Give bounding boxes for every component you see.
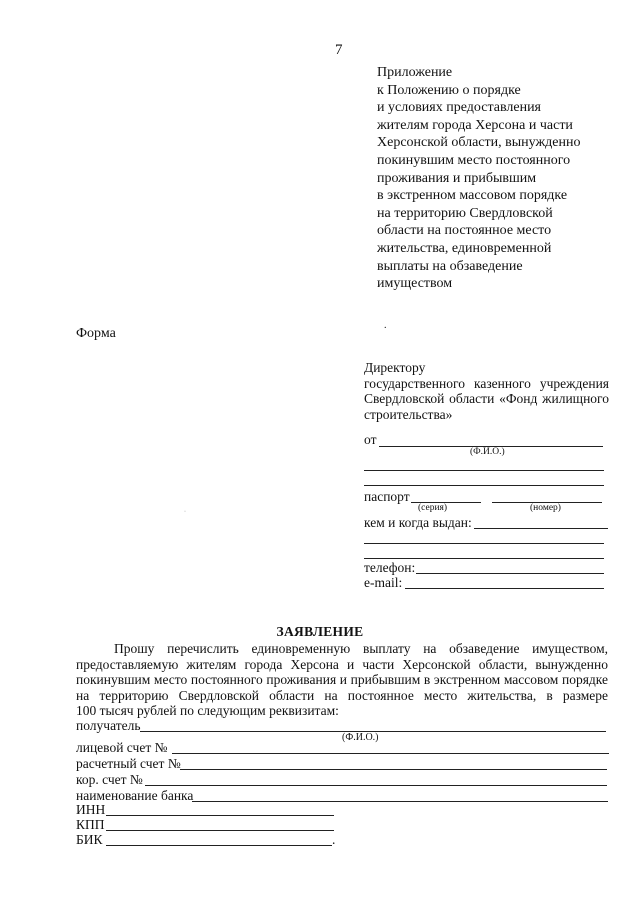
phone-field[interactable] — [416, 573, 604, 574]
phone-label: телефон: — [364, 560, 416, 575]
corr-account-label: кор. счет № — [76, 772, 143, 787]
form-label: Форма — [76, 326, 116, 341]
number-caption: (номер) — [530, 503, 561, 513]
statement-line: покинувшим место постоянного проживания и прибывшим в экстренном массовом порядке — [76, 672, 608, 687]
addressee-line: Директору — [364, 360, 426, 375]
statement-title: ЗАЯВЛЕНИЕ — [276, 624, 364, 639]
appendix-block — [377, 64, 580, 293]
appendix-line: жителям города Херсона и части — [377, 117, 573, 133]
kpp-field[interactable] — [106, 830, 334, 831]
corr-account-field[interactable] — [145, 785, 607, 786]
email-label: e-mail: — [364, 575, 403, 590]
statement-paragraph — [76, 641, 608, 719]
appendix-line: Херсонской области, вынужденно — [377, 135, 581, 151]
appendix-line: к Положению о порядке — [377, 82, 521, 98]
recipient-fio-caption: (Ф.И.О.) — [342, 732, 379, 743]
issued-by-field-continued[interactable] — [364, 558, 604, 559]
statement-line: на территорию Свердловской области на постоянное место жительства, в размере — [76, 687, 608, 703]
kpp-label: КПП — [76, 817, 105, 832]
appendix-line: области на постоянное место — [377, 223, 552, 239]
recipient-label: получатель — [76, 718, 141, 733]
passport-label: паспорт — [364, 489, 410, 504]
from-label: от — [364, 432, 377, 447]
fio-field-continued[interactable] — [364, 470, 604, 471]
issued-by-label: кем и когда выдан: — [364, 515, 472, 530]
fio-caption: (Ф.И.О.) — [470, 447, 505, 457]
email-field[interactable] — [405, 588, 604, 589]
appendix-line: имуществом — [377, 276, 453, 292]
inn-field[interactable] — [106, 815, 334, 816]
bik-label: БИК — [76, 832, 103, 847]
appendix-line: проживания и прибывшим — [377, 170, 537, 186]
bik-field[interactable] — [106, 845, 332, 846]
appendix-line: Приложение — [377, 65, 453, 80]
appendix-line: на территорию Свердловской — [377, 205, 553, 221]
personal-account-label: лицевой счет № — [76, 740, 168, 755]
bik-end-mark: . — [332, 832, 336, 847]
page-number: 7 — [335, 42, 343, 58]
appendix-line: выплаты на обзаведение — [377, 258, 523, 274]
stray-mark: . — [384, 320, 387, 331]
inn-label: ИНН — [76, 802, 106, 817]
fio-field-continued[interactable] — [364, 485, 604, 486]
issued-by-field[interactable] — [474, 528, 608, 529]
issued-by-field-continued[interactable] — [364, 543, 604, 544]
appendix-line: и условиях предоставления — [377, 100, 541, 116]
appendix-line: покинувшим место постоянного — [377, 152, 571, 168]
appendix-line: жительства, единовременной — [377, 240, 552, 256]
bank-name-label: наименование банка — [76, 788, 194, 803]
bank-name-field[interactable] — [192, 801, 608, 802]
addressee-block — [364, 360, 609, 422]
series-caption: (серия) — [418, 503, 448, 513]
addressee-line: Свердловской области «Фонд жилищного — [364, 391, 609, 406]
statement-line: Прошу перечислить единовременную выплату на обзаведение имуществом, — [114, 641, 608, 656]
stray-mark-small: · — [184, 509, 186, 515]
settlement-account-field[interactable] — [180, 769, 607, 770]
statement-line: предоставляемую жителям города Херсона и части Херсонской области, вынужденно — [76, 656, 608, 672]
addressee-line: строительства» — [364, 406, 453, 422]
settlement-account-label: расчетный счет № — [76, 756, 181, 771]
addressee-line: государственного казенного учреждения — [364, 375, 609, 391]
personal-account-field[interactable] — [172, 753, 609, 754]
appendix-line: в экстренном массовом порядке — [377, 188, 568, 204]
statement-line: 100 тысяч рублей по следующим реквизитам: — [76, 703, 339, 718]
